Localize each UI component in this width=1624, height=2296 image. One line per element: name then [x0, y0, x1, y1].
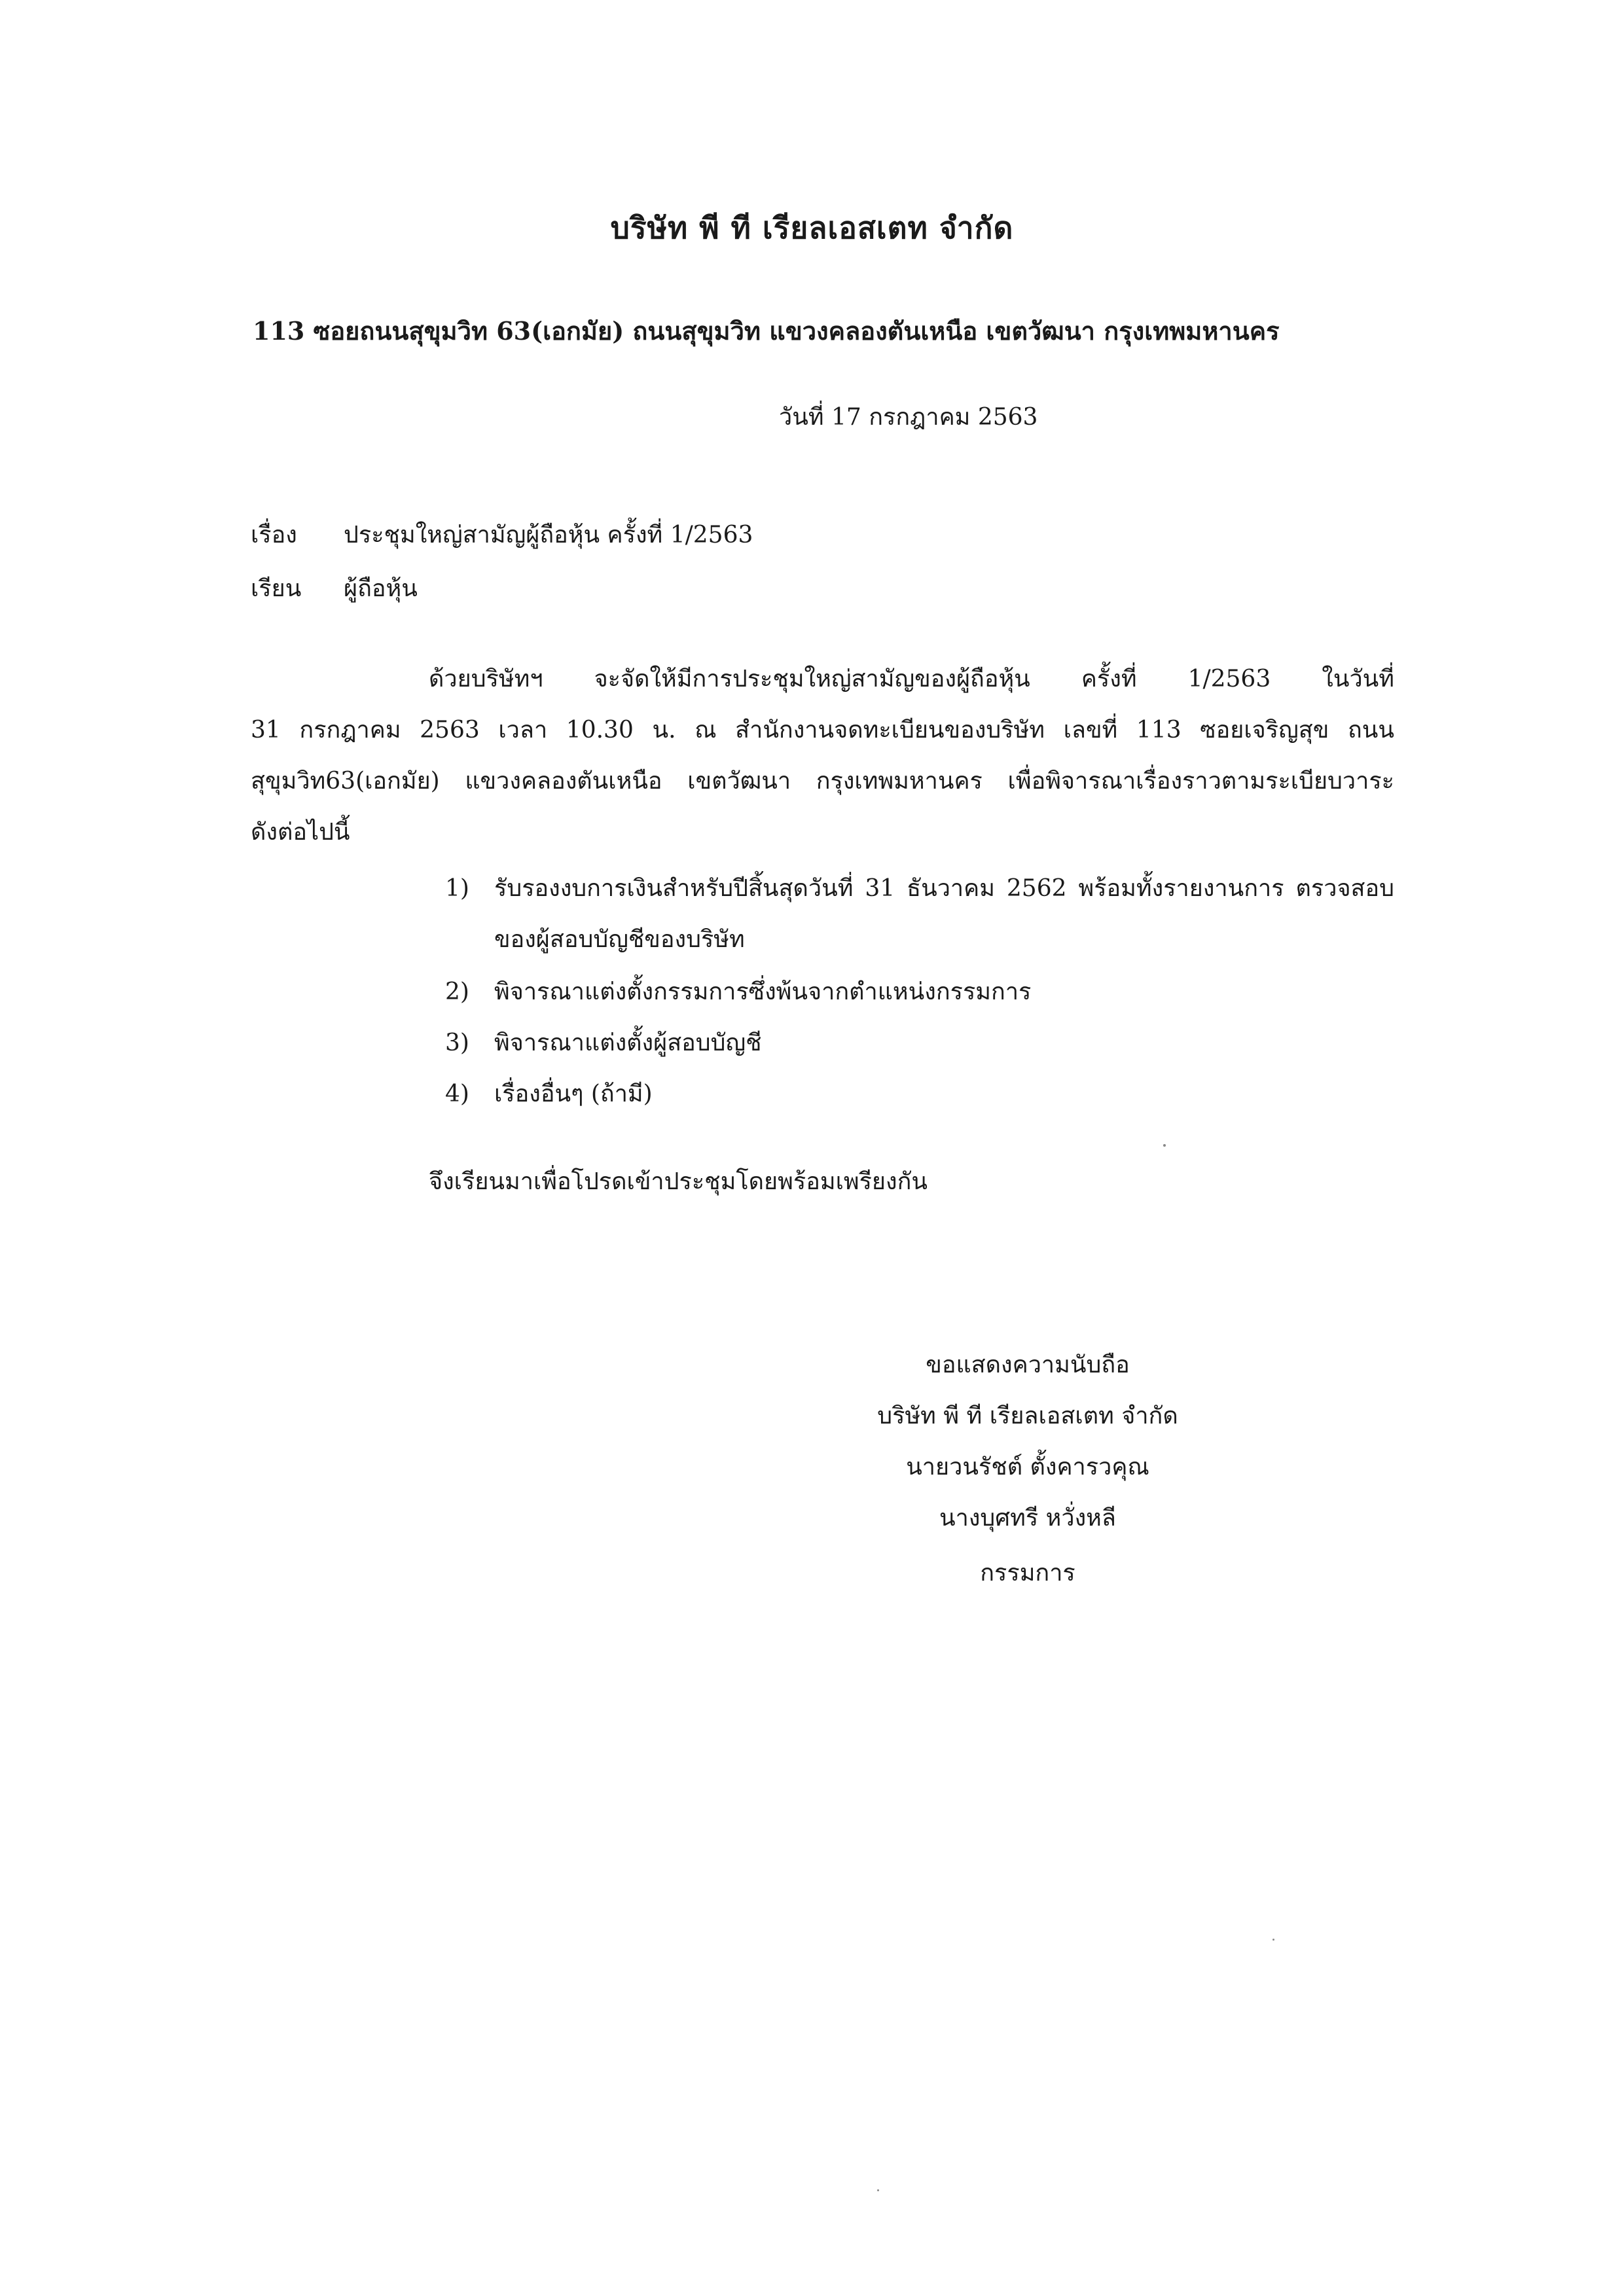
signature-company: บริษัท พี ที เรียลเอสเตท จำกัด [877, 1403, 1178, 1429]
scan-speck [1163, 1144, 1166, 1147]
agenda-item-text: เรื่องอื่นๆ (ถ้ามี) [494, 1081, 653, 1107]
body-paragraph-line: ดังต่อไปนี้ [251, 819, 350, 846]
agenda-item-number: 2) [445, 978, 469, 1005]
agenda-item-text: พิจารณาแต่งตั้งกรรมการซึ่งพ้นจากตำแหน่งกรรมการ [494, 978, 1032, 1005]
agenda-item-number: 4) [445, 1081, 469, 1107]
document-date: วันที่ 17 กรกฎาคม 2563 [779, 404, 1038, 431]
agenda-item-text: รับรองงบการเงินสำหรับปีสิ้นสุดวันที่ 31 ธันวาคม 2562 พร้อมทั้งรายงานการ ตรวจสอบ [494, 875, 1394, 902]
agenda-item-continuation: ของผู้สอบบัญชีของบริษัท [494, 926, 745, 953]
closing-regards: ขอแสดงความนับถือ [926, 1352, 1130, 1378]
signer-name: นายวนรัชต์ ตั้งคารวคุณ [906, 1454, 1149, 1480]
agenda-item-text: พิจารณาแต่งตั้งผู้สอบบัญชี [494, 1030, 762, 1056]
signer-title: กรรมการ [980, 1560, 1075, 1587]
scan-speck [877, 2189, 879, 2191]
scan-speck [1272, 1939, 1274, 1941]
closing-sentence: จึงเรียนมาเพื่อโปรดเข้าประชุมโดยพร้อมเพรียงกัน [429, 1168, 928, 1195]
company-address: 113 ซอยถนนสุขุมวิท 63(เอกมัย) ถนนสุขุมวิท แขวงคลองตันเหนือ เขตวัฒนา กรุงเทพมหานคร [253, 316, 1280, 346]
body-paragraph-line: ด้วยบริษัทฯ จะจัดให้มีการประชุมใหญ่สามัญของผู้ถือหุ้น ครั้งที่ 1/2563 ในวันที่ [429, 666, 1394, 692]
signer-name: นางบุศทรี หวั่งหลี [939, 1505, 1116, 1532]
body-paragraph-line: สุขุมวิท63(เอกมัย) แขวงคลองตันเหนือ เขตวัฒนา กรุงเทพมหานคร เพื่อพิจารณาเรื่องราวตามระเบียบวาระ [251, 768, 1394, 795]
subject-label: เรื่อง [251, 522, 297, 548]
subject-value: ประชุมใหญ่สามัญผู้ถือหุ้น ครั้งที่ 1/2563 [344, 522, 753, 548]
recipient-label: เรียน [251, 575, 302, 602]
agenda-item-number: 3) [445, 1030, 469, 1056]
company-name: บริษัท พี ที เรียลเอสเตท จำกัด [610, 210, 1014, 245]
body-paragraph-line: 31 กรกฎาคม 2563 เวลา 10.30 น. ณ สำนักงานจดทะเบียนของบริษัท เลขที่ 113 ซอยเจริญสุข ถนน [251, 717, 1394, 744]
agenda-item-number: 1) [445, 875, 469, 902]
recipient-value: ผู้ถือหุ้น [344, 575, 418, 602]
